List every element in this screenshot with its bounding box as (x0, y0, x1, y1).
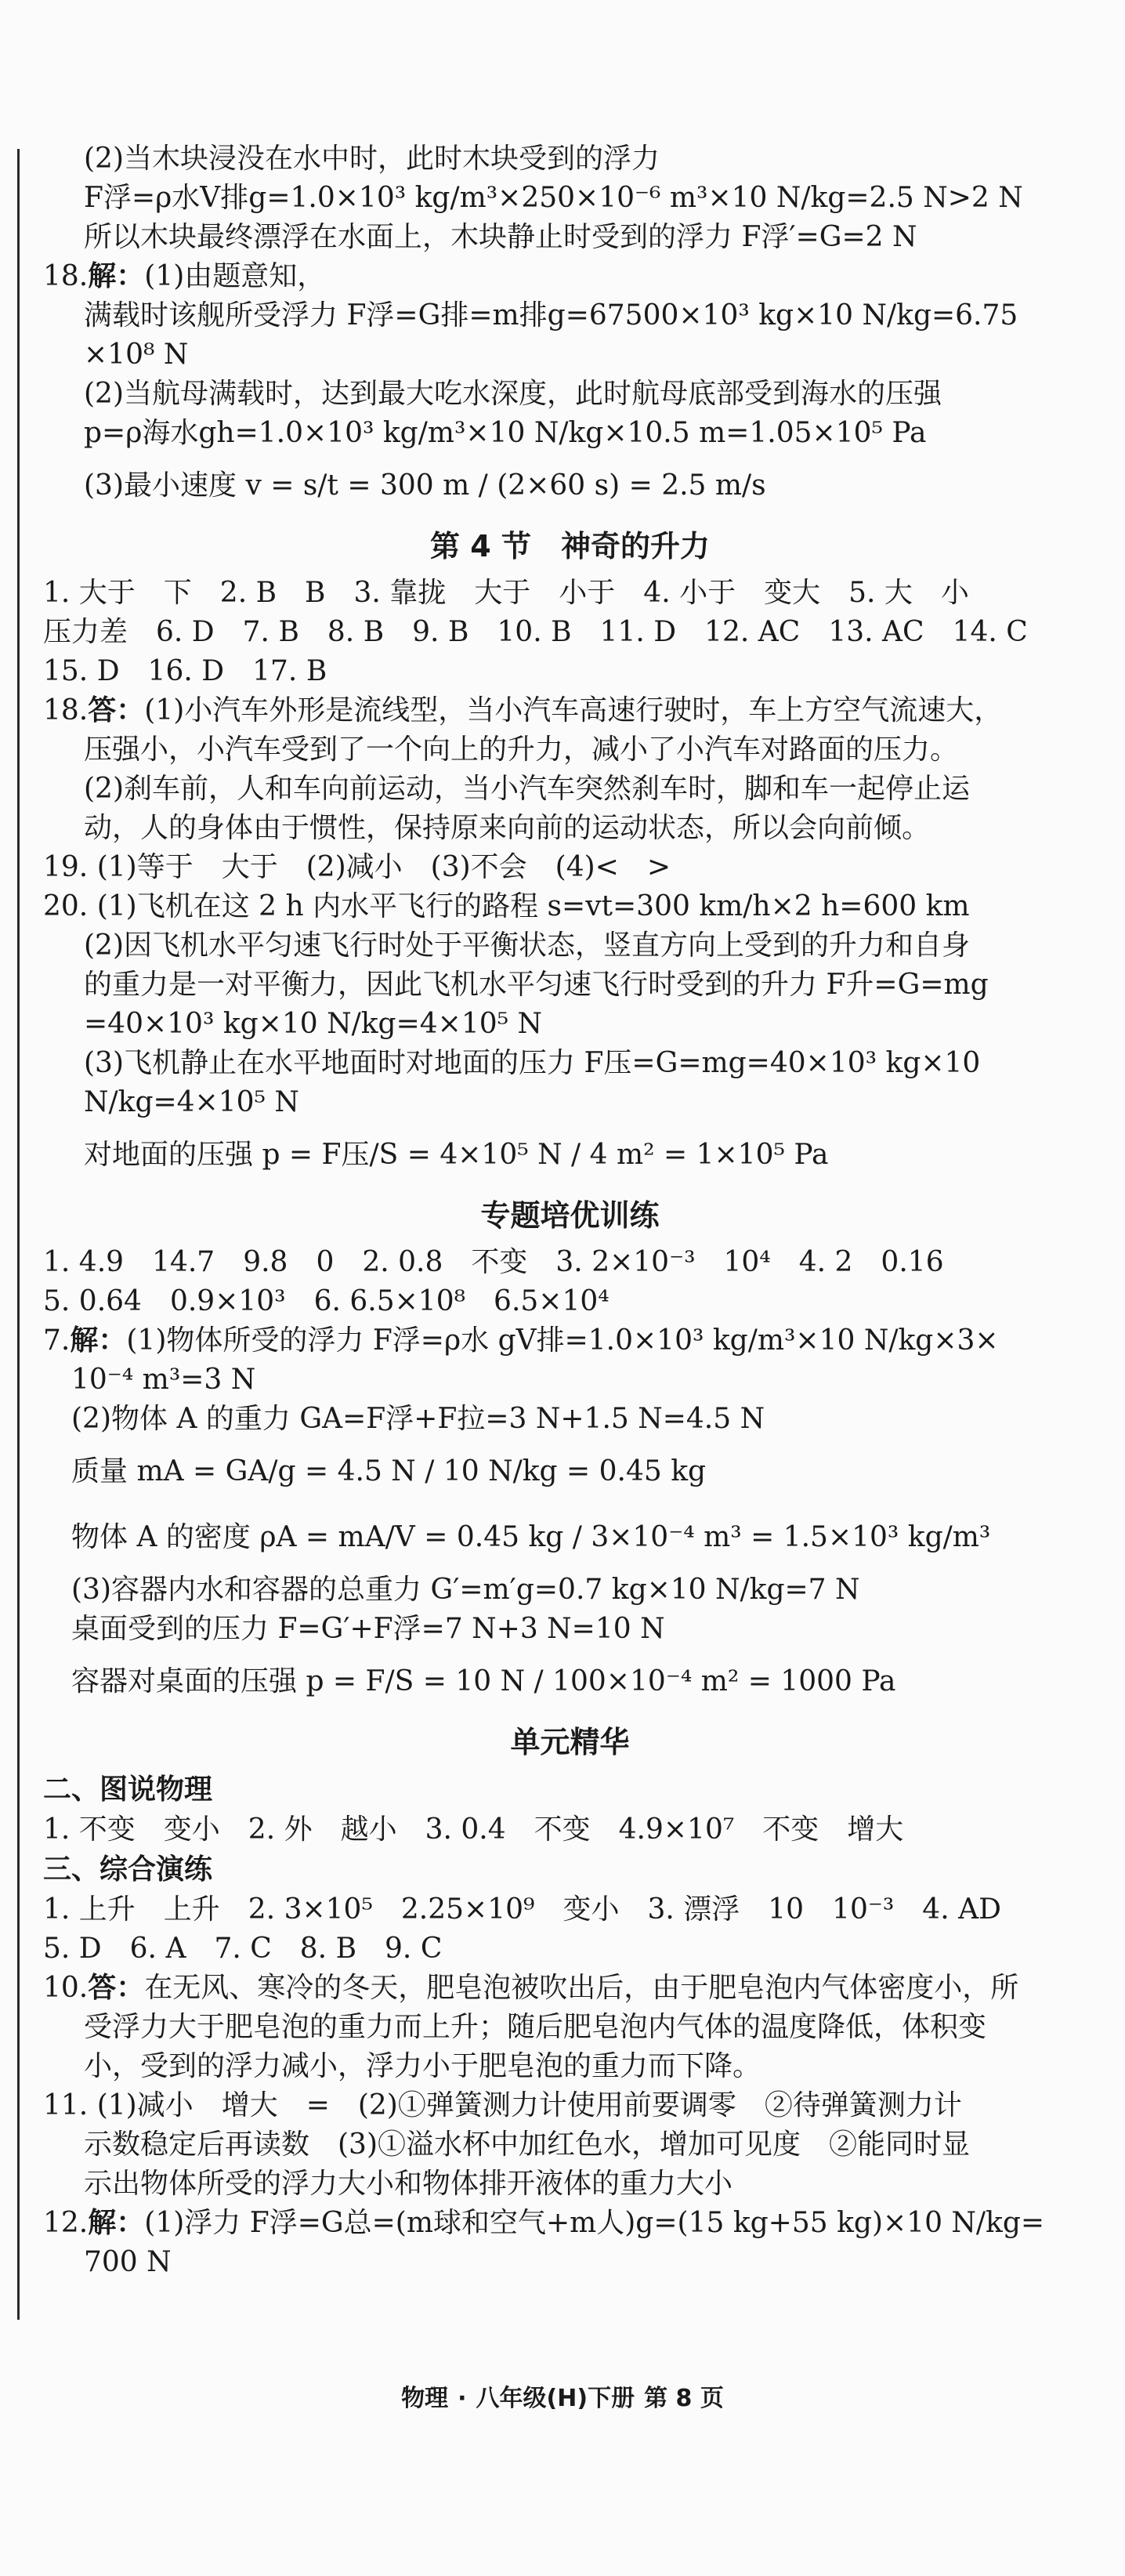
footer-separator: · (458, 2385, 467, 2412)
text-line: 压强小，小汽车受到了一个向上的升力，减小了小汽车对路面的压力。 (84, 734, 959, 766)
answer-tag: 答： (88, 694, 145, 726)
question-10-header (43, 1969, 1097, 2008)
text-line: 20. (1)飞机在这 2 h 内水平飞行的路程 s=vt=300 km/h×2 h=600 km (43, 890, 970, 922)
text-line: 15. D 16. D 17. B (43, 655, 327, 687)
question-number: 7. (43, 1324, 71, 1357)
section-title: 单元精华 (510, 1725, 630, 1759)
text-line: 19. (1)等于 大于 (2)减小 (3)不会 (4)< > (43, 851, 671, 883)
text-line: (1)物体所受的浮力 F浮=ρ水 gV排=1.0×10³ kg/m³×10 N/kg×3× (126, 1324, 999, 1357)
text-line: 11. (1)减小 增大 = (2)①弹簧测力计使用前要调零 ②待弹簧测力计 (43, 2089, 962, 2121)
text-line: (3)飞机静止在水平地面时对地面的压力 F压=G=mg=40×10³ kg×10 (84, 1047, 981, 1079)
text-line: F浮=ρ水V排g=1.0×10³ kg/m³×250×10⁻⁶ m³×10 N/kg=2.5 N>2 N (84, 182, 1023, 214)
text-line: 示出物体所受的浮力大小和物体排开液体的重力大小 (84, 2168, 733, 2200)
text-line: (2)当木块浸没在水中时，此时木块受到的浮力 (84, 143, 660, 175)
text-line: 10⁻⁴ m³=3 N (71, 1364, 256, 1396)
text-line: 小，受到的浮力减小，浮力小于肥皂泡的重力而下降。 (84, 2050, 761, 2082)
question-number: 12. (43, 2207, 89, 2239)
text-line: (2)当航母满载时，达到最大吃水深度，此时航母底部受到海水的压强 (84, 378, 942, 410)
margin-rule (17, 149, 20, 2320)
formula-line: 质量 mA = GA/g = 4.5 N / 10 N/kg = 0.45 kg (71, 1455, 707, 1487)
text-line: 动，人的身体由于惯性，保持原来向前的运动状态，所以会向前倾。 (84, 812, 931, 844)
text-line: =40×10³ kg×10 N/kg=4×10⁵ N (84, 1008, 542, 1040)
text-line: 示数稳定后再读数 (3)①溢水杯中加红色水，增加可见度 ②能同时显 (84, 2129, 970, 2161)
section-title: 第 4 节 神奇的升力 (430, 529, 710, 563)
text-line: 1. 4.9 14.7 9.8 0 2. 0.8 不变 3. 2×10⁻³ 10⁴ 4. 2 0.16 (43, 1246, 944, 1278)
text-line: 在无风、寒冷的冬天，肥皂泡被吹出后，由于肥皂泡内气体密度小，所 (144, 1972, 1019, 2004)
text-line: p=ρ海水gh=1.0×10³ kg/m³×10 N/kg×10.5 m=1.05×10⁵ Pa (84, 417, 927, 449)
text-line: 压力差 6. D 7. B 8. B 9. B 10. B 11. D 12. AC 13. AC 14. C (43, 616, 1028, 648)
text-line: ×10⁸ N (84, 339, 189, 371)
text-line: (3)容器内水和容器的总重力 G′=m′g=0.7 kg×10 N/kg=7 N (71, 1574, 860, 1606)
formula-line: 对地面的压强 p = F压/S = 4×10⁵ N / 4 m² = 1×10⁵ Pa (84, 1139, 829, 1171)
question-number: 10. (43, 1972, 89, 2004)
formula-line: 物体 A 的密度 ρA = mA/V = 0.45 kg / 3×10⁻⁴ m³ = 1.5×10³ kg/m³ (71, 1521, 991, 1553)
text-line: 1. 不变 变小 2. 外 越小 3. 0.4 不变 4.9×10⁷ 不变 增大 (43, 1813, 904, 1846)
solution-tag: 解： (70, 1324, 127, 1357)
text-line: N/kg=4×10⁵ N (84, 1086, 299, 1118)
text-line: (1)小汽车外形是流线型，当小汽车高速行驶时，车上方空气流速大， (144, 694, 1003, 726)
text-line: 满载时该舰所受浮力 F浮=G排=m排g=67500×10³ kg×10 N/kg=6.75 (84, 299, 1018, 332)
answer-tag: 答： (88, 1972, 145, 2004)
question-18-header (43, 257, 1097, 296)
text-line: (2)物体 A 的重力 GA=F浮+F拉=3 N+1.5 N=4.5 N (71, 1403, 765, 1435)
text-line: 1. 大于 下 2. B B 3. 靠拢 大于 小于 4. 小于 变大 5. 大 小 (43, 577, 969, 609)
text-line: 1. 上升 上升 2. 3×10⁵ 2.25×10⁹ 变小 3. 漂浮 10 10⁻³ 4. AD (43, 1893, 1001, 1926)
formula-line: (3)最小速度 v = s/t = 300 m / (2×60 s) = 2.5 m/s (84, 469, 766, 502)
page-footer (0, 2379, 1125, 2413)
question-12-header (43, 2204, 1097, 2243)
subsection-title: 二、图说物理 (43, 1773, 213, 1806)
text-line: 的重力是一对平衡力，因此飞机水平匀速飞行时受到的升力 F升=G=mg (84, 969, 989, 1001)
section-title: 专题培优训练 (480, 1198, 660, 1233)
solution-tag: 解： (88, 2207, 145, 2239)
question-number: 18. (43, 260, 89, 292)
question-7-header (43, 1321, 1097, 1360)
text-line: (1)浮力 F浮=G总=(m球和空气+m人)g=(15 kg+55 kg)×10 N/kg= (144, 2207, 1045, 2239)
text-line: (2)因飞机水平匀速飞行时处于平衡状态，竖直方向上受到的升力和自身 (84, 929, 970, 962)
page-number: 第 8 页 (644, 2385, 724, 2412)
text-line: (2)刹车前，人和车向前运动，当小汽车突然刹车时，脚和车一起停止运 (84, 773, 970, 805)
question-18-header (43, 691, 1097, 730)
text-line: (1)由题意知， (144, 260, 326, 292)
text-line: 桌面受到的压力 F=G′+F浮=7 N+3 N=10 N (71, 1613, 665, 1645)
footer-subject: 物理 (401, 2385, 449, 2412)
text-line: 5. 0.64 0.9×10³ 6. 6.5×10⁸ 6.5×10⁴ (43, 1285, 610, 1317)
answer-page (43, 139, 1097, 2282)
text-line: 700 N (84, 2246, 172, 2278)
question-number: 18. (43, 694, 89, 726)
text-line: 受浮力大于肥皂泡的重力而上升；随后肥皂泡内气体的温度降低，体积变 (84, 2011, 987, 2043)
footer-grade: 八年级(H)下册 (476, 2385, 635, 2412)
text-line: 所以木块最终漂浮在水面上，木块静止时受到的浮力 F浮′=G=2 N (84, 221, 917, 253)
formula-line: 容器对桌面的压强 p = F/S = 10 N / 100×10⁻⁴ m² = 1000 Pa (71, 1665, 896, 1697)
solution-tag: 解： (88, 260, 145, 292)
text-line: 5. D 6. A 7. C 8. B 9. C (43, 1933, 443, 1965)
subsection-title: 三、综合演练 (43, 1853, 213, 1886)
